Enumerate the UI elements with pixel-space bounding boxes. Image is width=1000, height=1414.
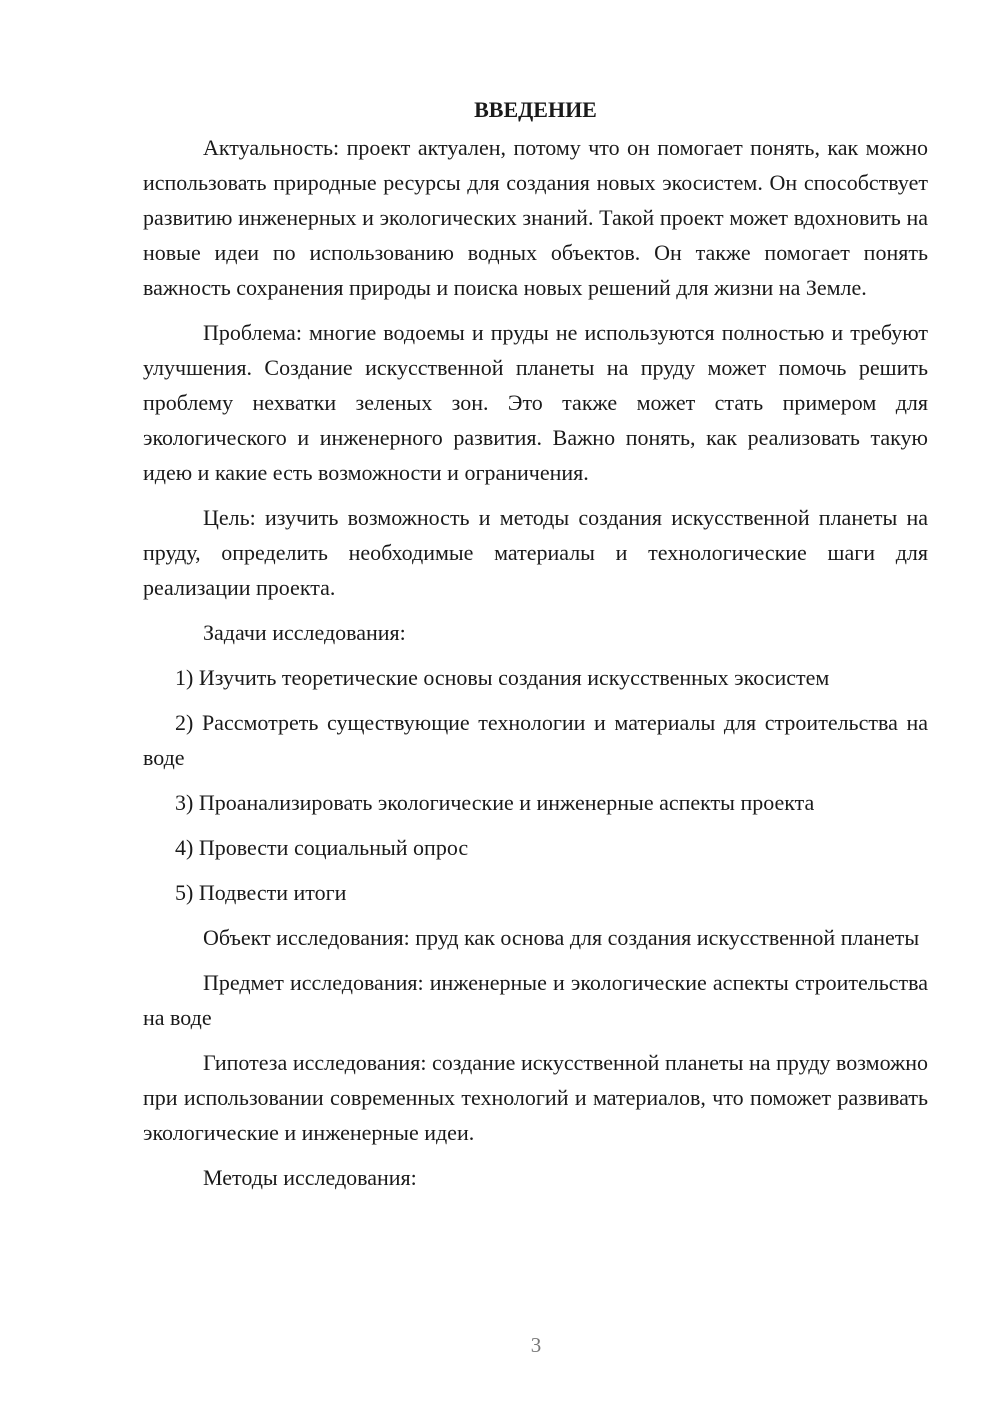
task-item: 4) Провести социальный опрос (175, 835, 469, 860)
section-heading: ВВЕДЕНИЕ (474, 97, 597, 122)
task-item: 3) Проанализировать экологические и инженерные аспекты проекта (175, 790, 815, 815)
paragraph-goal: Цель: изучить возможность и методы создания искусственной планеты на пруду, определить необходимые материалы и технологические шаги для реализации проекта. (143, 505, 928, 600)
task-item: 1) Изучить теоретические основы создания искусственных экосистем (175, 665, 830, 690)
paragraph-subject: Предмет исследования: инженерные и экологические аспекты строительства на воде (143, 970, 928, 1030)
paragraph-relevance: Актуальность: проект актуален, потому что он помогает понять, как можно использовать природные ресурсы для создания новых экосистем. Он способствует развитию инженерных и экологических знаний. Такой проект может вдохновить на новые идеи по использованию водных объектов. Он также помогает понять важность сохранения природы и поиска новых решений для жизни на Земле. (143, 135, 928, 300)
paragraph-problem: Проблема: многие водоемы и пруды не используются полностью и требуют улучшения. Создание искусственной планеты на пруду может помочь решить проблему нехватки зеленых зон. Это также может стать примером для экологического и инженерного развития. Важно понять, как реализовать такую идею и какие есть возможности и ограничения. (143, 320, 928, 485)
paragraph-methods: Методы исследования: (203, 1165, 417, 1190)
paragraph-object: Объект исследования: пруд как основа для создания искусственной планеты (203, 925, 920, 950)
paragraph-hypothesis: Гипотеза исследования: создание искусственной планеты на пруду возможно при использовании современных технологий и материалов, что поможет развивать экологические и инженерные идеи. (143, 1050, 928, 1145)
paragraph-tasks-title: Задачи исследования: (203, 620, 406, 645)
task-item: 2) Рассмотреть существующие технологии и материалы для строительства на воде (143, 710, 928, 770)
page-number: 3 (530, 1333, 542, 1357)
task-item: 5) Подвести итоги (175, 880, 347, 905)
page-content (143, 92, 928, 1205)
